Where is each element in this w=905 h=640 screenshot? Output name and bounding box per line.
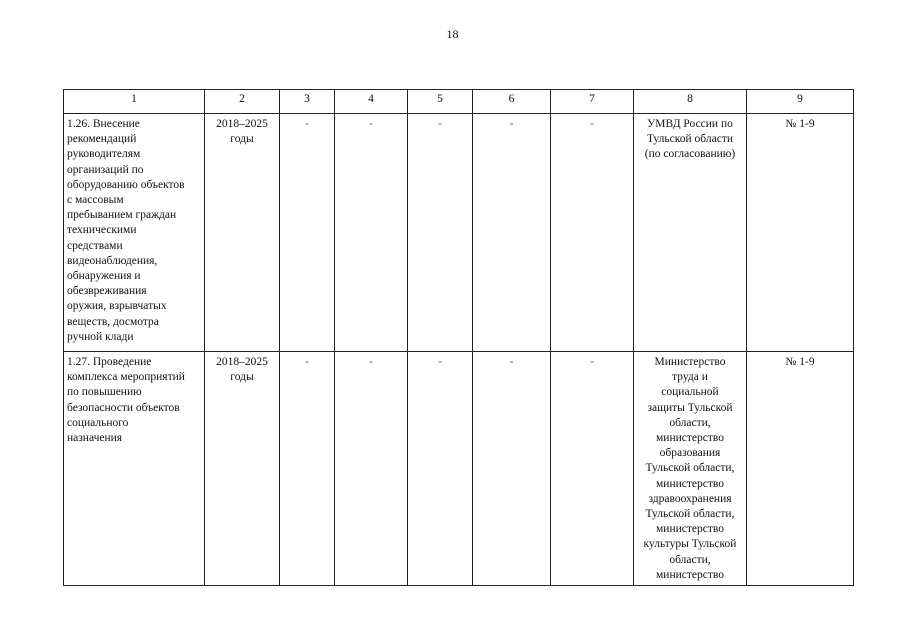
text-line: Тульской области, xyxy=(645,508,735,521)
text-line: Тульской области xyxy=(646,133,733,146)
responsible-text xyxy=(637,355,743,583)
text-line: 1.27. Проведение xyxy=(67,356,152,368)
column-header: 7 xyxy=(551,90,634,114)
text-line: труда и xyxy=(672,371,708,384)
text-line: Министерство xyxy=(654,356,726,368)
column-header: 8 xyxy=(634,90,747,114)
text-line: годы xyxy=(230,133,254,146)
indicator-cell: № 1-9 xyxy=(747,352,854,586)
text-line: техническими xyxy=(67,224,137,237)
text-line: обнаружения и xyxy=(67,270,141,283)
text-line: 2018–2025 xyxy=(216,356,268,368)
text-line: руководителям xyxy=(67,148,141,161)
column-header: 3 xyxy=(280,90,335,114)
text-line: рекомендаций xyxy=(67,133,137,146)
value-cell: - xyxy=(280,114,335,352)
years-text xyxy=(208,355,276,385)
value-cell: - xyxy=(408,352,473,586)
text-line: безопасности объектов xyxy=(67,401,180,414)
text-line: здравоохранения xyxy=(648,492,732,505)
years-cell xyxy=(205,114,280,352)
activity-cell xyxy=(64,114,205,352)
text-line: области, xyxy=(669,416,711,429)
text-line: с массовым xyxy=(67,194,124,207)
text-line: ручной клади xyxy=(67,330,134,343)
text-line: социальной xyxy=(661,386,719,399)
text-line: министерство xyxy=(656,432,724,445)
value-cell: - xyxy=(473,114,551,352)
text-line: (по согласованию) xyxy=(644,148,736,161)
indicator-cell: № 1-9 xyxy=(747,114,854,352)
text-line: 1.26. Внесение xyxy=(67,118,140,130)
column-header: 9 xyxy=(747,90,854,114)
value-cell: - xyxy=(335,352,408,586)
text-line: оборудованию объектов xyxy=(67,178,185,191)
column-header: 6 xyxy=(473,90,551,114)
column-header: 2 xyxy=(205,90,280,114)
value-cell: - xyxy=(551,352,634,586)
text-line: министерство xyxy=(656,523,724,536)
text-line: министерство xyxy=(656,568,724,581)
text-line: средствами xyxy=(67,239,123,252)
text-line: защиты Тульской xyxy=(647,401,733,414)
text-line: Тульской области, xyxy=(645,462,735,475)
table-row xyxy=(64,352,854,586)
text-line: обезвреживания xyxy=(67,285,147,298)
text-line: министерство xyxy=(656,477,724,490)
text-line: по повышению xyxy=(67,386,142,399)
measures-table xyxy=(63,89,854,586)
text-line: социального xyxy=(67,416,129,429)
value-cell: - xyxy=(473,352,551,586)
value-cell: - xyxy=(335,114,408,352)
activity-text xyxy=(67,117,201,345)
text-line: веществ, досмотра xyxy=(67,315,159,328)
column-header: 5 xyxy=(408,90,473,114)
text-line: 2018–2025 xyxy=(216,118,268,130)
text-line: видеонаблюдения, xyxy=(67,254,158,267)
page-number: 18 xyxy=(446,27,459,41)
text-line: годы xyxy=(230,371,254,384)
text-line: назначения xyxy=(67,432,123,445)
text-line: комплекса мероприятий xyxy=(67,371,185,384)
activity-text xyxy=(67,355,201,446)
column-header: 4 xyxy=(335,90,408,114)
activity-cell xyxy=(64,352,205,586)
value-cell: - xyxy=(551,114,634,352)
value-cell: - xyxy=(408,114,473,352)
text-line: организаций по xyxy=(67,163,144,176)
years-text xyxy=(208,117,276,147)
text-line: оружия, взрывчатых xyxy=(67,300,167,313)
responsible-text xyxy=(637,117,743,163)
table-row xyxy=(64,114,854,352)
responsible-cell xyxy=(634,352,747,586)
text-line: области, xyxy=(669,553,711,566)
text-line: образования xyxy=(659,447,721,460)
value-cell: - xyxy=(280,352,335,586)
text-line: культуры Тульской xyxy=(643,538,737,551)
responsible-cell xyxy=(634,114,747,352)
header-row xyxy=(64,90,854,114)
text-line: пребыванием граждан xyxy=(67,209,177,222)
column-header: 1 xyxy=(64,90,205,114)
text-line: УМВД России по xyxy=(647,118,733,130)
years-cell xyxy=(205,352,280,586)
